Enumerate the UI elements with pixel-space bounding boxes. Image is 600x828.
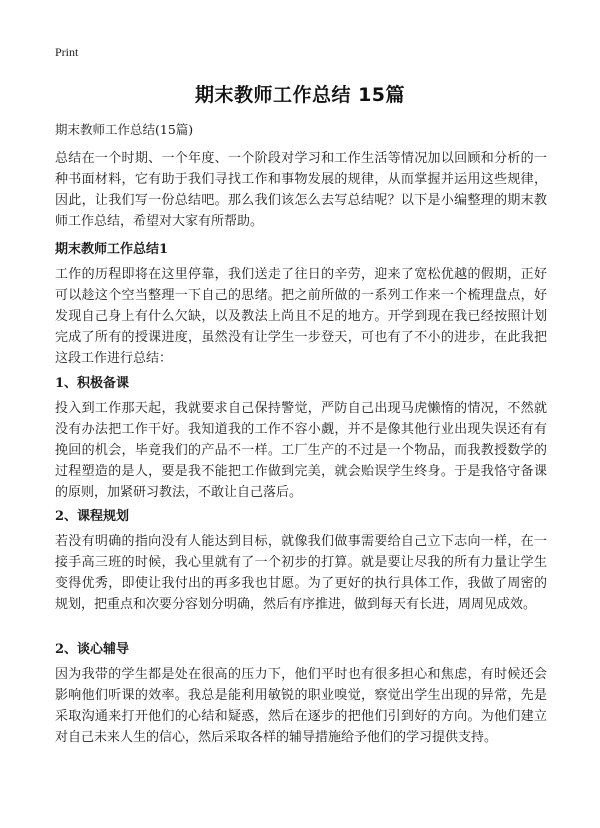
intro-paragraph: 总结在一个时期、一个年度、一个阶段对学习和工作生活等情况加以回顾和分析的一种书面材料，它有助于我们寻找工作和事物发展的规律，从而掌握并运用这些规律，因此，让我们写一份总结吧。那么我们该怎么去写总结呢？以下是小编整理的期末教师工作总结，希望对大家有所帮助。 [55,151,547,229]
document-subtitle: 期末教师工作总结(15篇) [55,122,194,137]
print-label: Print [55,45,79,59]
heading-course-planning: 2、课程规划 [55,509,130,524]
paragraph-prepare-lessons: 投入到工作那天起，我就要求自己保持警觉，严防自己出现马虎懒惰的情况，不然就没有办法把工作干好。我知道我的工作不容小觑，并不是像其他行业出现失误还有有挽回的机会，毕竟我们的产品不一样。工厂生产的不过是一个物品，而我教授数学的过程塑造的是人，要是我不能把工作做到完美，就会贻误学生终身。于是我恪守备课的原则，加紧研习教法，不敢让自己落后。 [55,401,547,500]
section-title: 期末教师工作总结1 [55,242,169,257]
paragraph-course-planning: 若没有明确的指向没有人能达到目标，就像我们做事需要给自己立下志向一样，在一接手高三班的时候，我心里就有了一个初步的打算。就是要让尽我的所有力量让学生变得优秀，即使让我付出的再多我也甘愿。为了更好的执行具体工作，我做了周密的规划，把重点和次要分容划分明确，然后有序推进，做到每天有长进，周周见成效。 [55,534,547,612]
paragraph-counseling: 因为我带的学生都是处在很高的压力下，他们平时也有很多担心和焦虑，有时候还会影响他们听课的效率。我总是能利用敏锐的职业嗅觉，察觉出学生出现的异常，先是采取沟通来打开他们的心结和疑惑，然后在逐步的把他们引到好的方向。为他们建立对自己未来人生的信心，然后采取各样的辅导措施给予他们的学习提供支持。 [55,667,547,745]
heading-prepare-lessons: 1、积极备课 [55,376,130,391]
heading-counseling: 2、谈心辅导 [55,642,130,657]
section-intro-paragraph: 工作的历程即将在这里停靠，我们送走了往日的辛劳，迎来了宽松优越的假期，正好可以趁这个空当整理一下自己的思绪。把之前所做的一系列工作来一个梳理盘点，好发现自己身上有什么欠缺，以及教法上尚且不足的地方。开学到现在我已经按照计划完成了所有的授课进度，虽然没有让学生一步登天，可也有了不小的进步，在此我把这段工作进行总结： [55,267,547,366]
page-title: 期末教师工作总结 15篇 [194,84,406,106]
